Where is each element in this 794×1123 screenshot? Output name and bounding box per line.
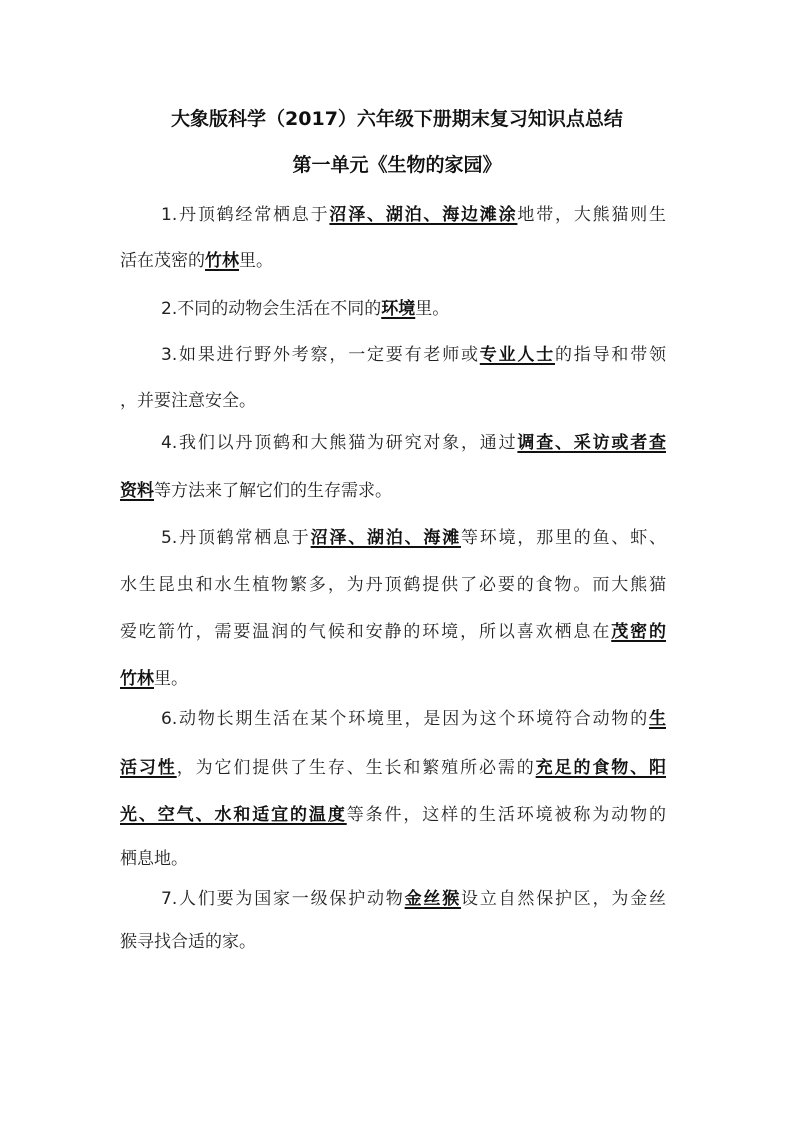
paragraph-line (161, 525, 666, 551)
paragraph-line (120, 248, 273, 274)
paragraph-line (120, 802, 666, 828)
keyword: 沼泽、湖泊、海滩 (310, 528, 461, 548)
text-segment: 6.动物长期生活在某个环境里，是因为这个环境符合动物的 (161, 709, 649, 729)
text-segment: 的指导和带领 (555, 345, 666, 365)
text-segment: 地带，大熊猫则生 (517, 205, 667, 225)
keyword: 活习性 (120, 758, 177, 778)
text-segment: 2.不同的动物会生活在不同的 (161, 299, 382, 319)
keyword: 竹林 (120, 669, 154, 689)
paragraph-line (120, 666, 188, 692)
paragraph-line (161, 296, 449, 322)
text-segment: 3.如果进行野外考察，一定要有老师或 (161, 345, 480, 365)
text-segment: 4.我们以丹顶鹤和大熊猫为研究对象，通过 (161, 433, 518, 453)
keyword: 专业人士 (479, 345, 555, 365)
text-segment: 栖息地。 (120, 849, 188, 869)
keyword: 光、空气、水和适宜的温度 (120, 805, 347, 825)
text-segment: ，并要注意安全。 (120, 391, 256, 411)
text-segment: 等方法来了解它们的生存需求。 (154, 481, 392, 501)
text-segment: 爱吃箭竹，需要温润的气候和安静的环境，所以喜欢栖息在 (120, 622, 612, 642)
text-segment: 1.丹顶鹤经常栖息于 (161, 205, 330, 225)
document-title: 大象版科学（2017）六年级下册期末复习知识点总结 (171, 108, 623, 130)
text-segment: 等环境，那里的鱼、虾、 (461, 528, 666, 548)
paragraph-line (161, 430, 666, 456)
text-segment: 活在茂密的 (120, 251, 205, 271)
keyword: 沼泽、湖泊、海边滩涂 (329, 205, 518, 225)
text-segment: 5.丹顶鹤常栖息于 (161, 528, 311, 548)
paragraph-line (120, 619, 666, 645)
keyword: 竹林 (205, 251, 239, 271)
text-segment: 7.人们要为国家一级保护动物 (161, 889, 405, 909)
paragraph-line (161, 706, 666, 732)
paragraph-line (120, 755, 666, 781)
text-segment: 猴寻找合适的家。 (120, 932, 256, 952)
keyword: 调查、采访或者查 (517, 433, 666, 453)
keyword: 茂密的 (611, 622, 667, 642)
text-segment: 里。 (154, 669, 188, 689)
paragraph-line (120, 388, 256, 414)
keyword: 生 (649, 709, 666, 729)
unit-title: 第一单元《生物的家园》 (292, 154, 502, 176)
keyword: 充足的食物、阳 (535, 758, 667, 778)
text-segment: 设立自然保护区，为金丝 (461, 889, 667, 909)
text-segment: 等条件，这样的生活环境被称为动物的 (346, 805, 667, 825)
paragraph-line (120, 572, 666, 598)
paragraph-line (161, 886, 666, 912)
paragraph-line (161, 202, 666, 228)
paragraph-line (120, 846, 188, 872)
text-segment: 里。 (415, 299, 450, 319)
text-segment: 水生昆虫和水生植物繁多，为丹顶鹤提供了必要的食物。而大熊猫 (120, 575, 666, 595)
keyword: 金丝猴 (404, 889, 462, 909)
keyword: 环境 (381, 299, 416, 319)
paragraph-line (120, 929, 256, 955)
text-segment: 里。 (239, 251, 273, 271)
text-segment: ，为它们提供了生存、生长和繁殖所必需的 (176, 758, 536, 778)
keyword: 资料 (120, 481, 154, 501)
paragraph-line (120, 478, 392, 504)
paragraph-line (161, 342, 666, 368)
